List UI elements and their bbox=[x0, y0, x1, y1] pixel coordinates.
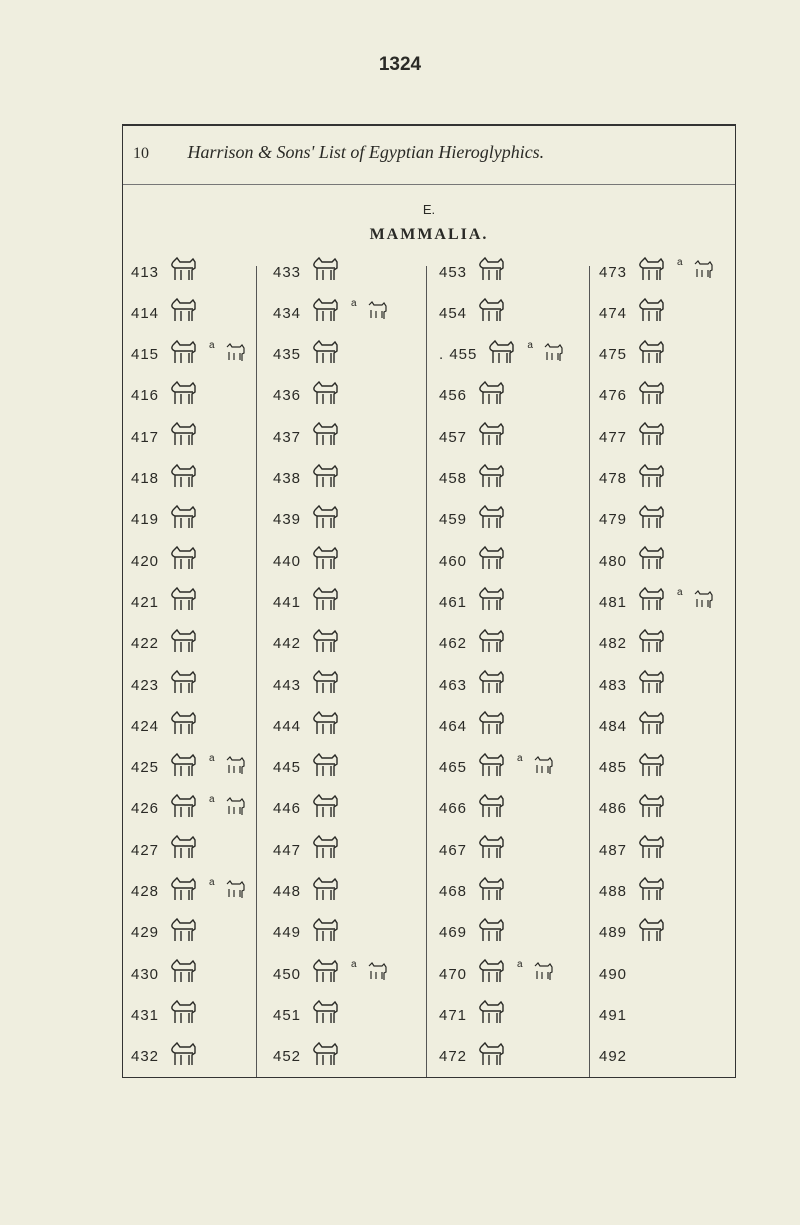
sign-number: 448 bbox=[273, 883, 302, 900]
hieroglyph-variant-icon bbox=[216, 342, 248, 368]
sign-number: 420 bbox=[131, 552, 160, 570]
running-header bbox=[133, 142, 544, 163]
hieroglyph-icon bbox=[159, 834, 201, 866]
sign-entry bbox=[273, 711, 343, 741]
sign-entry bbox=[131, 381, 201, 411]
hieroglyph-icon bbox=[301, 256, 343, 288]
hieroglyph-icon bbox=[301, 669, 343, 701]
hieroglyph-variant-icon bbox=[524, 961, 556, 987]
hieroglyph-icon bbox=[627, 380, 669, 412]
sign-number: 421 bbox=[131, 593, 160, 611]
sign-entry bbox=[599, 753, 669, 783]
sign-entry bbox=[439, 464, 509, 494]
hieroglyph-variant-icon bbox=[684, 259, 716, 285]
sign-entry bbox=[131, 546, 201, 576]
sign-entry bbox=[439, 877, 509, 907]
sign-entry bbox=[131, 298, 201, 328]
sign-number: 443 bbox=[273, 676, 302, 694]
hieroglyph-icon bbox=[159, 421, 201, 453]
hieroglyph-icon bbox=[301, 628, 343, 660]
sign-entry bbox=[273, 877, 343, 907]
sign-number: 449 bbox=[273, 924, 302, 942]
sign-entry bbox=[273, 794, 343, 824]
sign-number: 423 bbox=[131, 676, 160, 694]
hieroglyph-icon bbox=[159, 876, 201, 908]
hieroglyph-icon bbox=[467, 958, 509, 990]
sign-entry bbox=[599, 1000, 627, 1030]
hieroglyph-icon bbox=[301, 958, 343, 990]
hieroglyph-icon bbox=[627, 256, 669, 288]
sign-entry bbox=[131, 959, 201, 989]
sign-entry bbox=[439, 505, 509, 535]
variant-marker: a bbox=[209, 876, 216, 888]
sign-entry bbox=[599, 711, 669, 741]
sign-entry bbox=[599, 298, 669, 328]
sign-entry bbox=[131, 877, 248, 907]
sign-number: 481 bbox=[599, 593, 628, 611]
sign-number: 447 bbox=[273, 841, 302, 859]
hieroglyph-icon bbox=[467, 545, 509, 577]
hieroglyph-icon bbox=[159, 1041, 201, 1073]
sign-entry bbox=[131, 257, 201, 287]
sign-number: 483 bbox=[599, 676, 628, 694]
hieroglyph-icon bbox=[627, 628, 669, 660]
hieroglyph-icon bbox=[159, 586, 201, 618]
sign-entry bbox=[439, 1000, 509, 1030]
sign-entry bbox=[439, 546, 509, 576]
sign-number: 458 bbox=[439, 470, 468, 487]
sign-entry bbox=[439, 381, 509, 411]
sign-number: 433 bbox=[273, 263, 302, 281]
hieroglyph-icon bbox=[301, 297, 343, 329]
section-letter: E. bbox=[422, 202, 436, 217]
sign-number: 485 bbox=[599, 759, 628, 777]
hieroglyph-icon bbox=[627, 876, 669, 908]
sign-number: 463 bbox=[439, 676, 468, 694]
sign-entry bbox=[131, 670, 201, 700]
hieroglyph-icon bbox=[627, 710, 669, 742]
hieroglyph-variant-icon bbox=[358, 961, 390, 987]
sign-number: 436 bbox=[273, 387, 302, 405]
sign-number: 446 bbox=[273, 800, 302, 818]
sign-number: 431 bbox=[131, 1006, 160, 1024]
sign-entry bbox=[439, 959, 556, 989]
sign-entry bbox=[131, 711, 201, 741]
hieroglyph-icon bbox=[159, 752, 201, 784]
sign-entry bbox=[273, 835, 343, 865]
hieroglyph-icon bbox=[477, 339, 519, 371]
hieroglyph-icon bbox=[467, 710, 509, 742]
sign-entry bbox=[131, 505, 201, 535]
sign-number: 489 bbox=[599, 924, 628, 942]
hieroglyph-icon bbox=[159, 917, 201, 949]
hieroglyph-icon bbox=[159, 958, 201, 990]
sign-number: . 455 bbox=[439, 346, 478, 364]
hieroglyph-variant-icon bbox=[358, 300, 390, 326]
variant-marker: a bbox=[351, 298, 358, 310]
sign-number: 480 bbox=[599, 552, 628, 570]
hieroglyph-icon bbox=[159, 710, 201, 742]
hieroglyph-variant-icon bbox=[216, 755, 248, 781]
hieroglyph-icon bbox=[159, 463, 201, 495]
hieroglyph-icon bbox=[467, 1041, 509, 1073]
hieroglyph-icon bbox=[159, 504, 201, 536]
column-divider bbox=[589, 266, 590, 1077]
sign-number: 469 bbox=[439, 924, 468, 942]
variant-marker: a bbox=[209, 793, 216, 805]
hieroglyph-icon bbox=[627, 834, 669, 866]
sign-entry bbox=[599, 340, 669, 370]
sign-entry bbox=[273, 670, 343, 700]
sign-number: 478 bbox=[599, 470, 628, 487]
sign-entry bbox=[131, 753, 248, 783]
sign-number: 427 bbox=[131, 841, 160, 859]
hieroglyph-icon bbox=[301, 545, 343, 577]
sign-number: 442 bbox=[273, 635, 302, 653]
sign-entry bbox=[599, 918, 669, 948]
hieroglyph-icon bbox=[301, 793, 343, 825]
sign-entry bbox=[131, 835, 201, 865]
sign-number: 424 bbox=[131, 717, 160, 735]
hieroglyph-icon bbox=[467, 999, 509, 1031]
sign-entry bbox=[273, 1042, 343, 1072]
sign-number: 472 bbox=[439, 1048, 468, 1066]
hieroglyph-icon bbox=[301, 834, 343, 866]
sign-entry bbox=[439, 794, 509, 824]
sign-entry bbox=[599, 381, 669, 411]
sign-entry bbox=[273, 1000, 343, 1030]
variant-marker: a bbox=[209, 339, 216, 351]
sign-number: 437 bbox=[273, 428, 302, 446]
hieroglyph-icon bbox=[627, 297, 669, 329]
sign-number: 457 bbox=[439, 428, 468, 446]
variant-marker: a bbox=[527, 339, 534, 351]
hieroglyph-icon bbox=[627, 339, 669, 371]
sign-entry bbox=[599, 257, 716, 287]
variant-marker: a bbox=[677, 587, 684, 599]
class-title: MAMMALIA. bbox=[369, 226, 489, 243]
sign-number: 466 bbox=[439, 800, 468, 818]
hieroglyph-icon bbox=[301, 876, 343, 908]
sign-entry bbox=[439, 257, 509, 287]
sign-entry bbox=[599, 835, 669, 865]
hieroglyph-icon bbox=[159, 628, 201, 660]
sign-entry bbox=[273, 918, 343, 948]
sign-number: 492 bbox=[599, 1048, 628, 1066]
hieroglyph-icon bbox=[159, 339, 201, 371]
sign-number: 435 bbox=[273, 346, 302, 364]
sign-number: 467 bbox=[439, 841, 468, 859]
sign-entry bbox=[273, 257, 343, 287]
sign-number: 459 bbox=[439, 511, 468, 529]
sign-entry bbox=[599, 877, 669, 907]
sign-number: 484 bbox=[599, 717, 628, 735]
sign-entry bbox=[273, 505, 343, 535]
sign-number: 428 bbox=[131, 883, 160, 900]
sign-number: 415 bbox=[131, 346, 160, 364]
sign-entry bbox=[439, 711, 509, 741]
sign-number: 445 bbox=[273, 759, 302, 777]
sign-entry bbox=[131, 422, 201, 452]
sign-entry bbox=[599, 629, 669, 659]
sign-number: 460 bbox=[439, 552, 468, 570]
sign-number: 422 bbox=[131, 635, 160, 653]
sign-entry bbox=[273, 340, 343, 370]
list-title: Harrison & Sons' List of Egyptian Hieroglyphics. bbox=[187, 142, 545, 162]
sign-entry bbox=[273, 753, 343, 783]
sign-number: 413 bbox=[131, 263, 160, 281]
sign-number: 479 bbox=[599, 511, 628, 529]
sign-number: 439 bbox=[273, 511, 302, 529]
sign-number: 475 bbox=[599, 346, 628, 364]
hieroglyph-icon bbox=[159, 380, 201, 412]
sign-number: 465 bbox=[439, 759, 468, 777]
hieroglyph-icon bbox=[467, 917, 509, 949]
sign-number: 474 bbox=[599, 304, 628, 322]
variant-marker: a bbox=[517, 752, 524, 764]
sign-entry bbox=[131, 1000, 201, 1030]
list-page-number: 10 bbox=[133, 145, 149, 162]
column-divider bbox=[256, 266, 257, 1077]
sign-number: 464 bbox=[439, 717, 468, 735]
sign-number: 418 bbox=[131, 470, 160, 487]
sign-number: 473 bbox=[599, 263, 628, 281]
sign-number: 488 bbox=[599, 883, 628, 900]
hieroglyph-icon bbox=[301, 421, 343, 453]
hieroglyph-icon bbox=[159, 297, 201, 329]
sign-number: 477 bbox=[599, 428, 628, 446]
sign-entry bbox=[439, 753, 556, 783]
hieroglyph-icon bbox=[467, 669, 509, 701]
variant-marker: a bbox=[677, 257, 684, 268]
sign-entry bbox=[599, 587, 716, 617]
hieroglyph-icon bbox=[301, 710, 343, 742]
sign-number: 426 bbox=[131, 800, 160, 818]
sign-number: 429 bbox=[131, 924, 160, 942]
sign-entry bbox=[439, 918, 509, 948]
hieroglyph-icon bbox=[627, 917, 669, 949]
sign-number: 425 bbox=[131, 759, 160, 777]
sign-number: 454 bbox=[439, 304, 468, 322]
sign-number: 491 bbox=[599, 1006, 628, 1024]
sign-entry bbox=[599, 670, 669, 700]
sign-number: 441 bbox=[273, 593, 302, 611]
hieroglyph-icon bbox=[467, 421, 509, 453]
hieroglyph-icon bbox=[301, 917, 343, 949]
sign-number: 450 bbox=[273, 965, 302, 983]
hieroglyph-icon bbox=[159, 256, 201, 288]
hieroglyph-icon bbox=[627, 545, 669, 577]
sign-number: 487 bbox=[599, 841, 628, 859]
hieroglyph-icon bbox=[301, 752, 343, 784]
hieroglyph-icon bbox=[301, 380, 343, 412]
sign-number: 430 bbox=[131, 965, 160, 983]
hieroglyph-icon bbox=[159, 999, 201, 1031]
sign-entry bbox=[439, 629, 509, 659]
sign-number: 432 bbox=[131, 1048, 160, 1066]
sign-number: 470 bbox=[439, 965, 468, 983]
sign-entry bbox=[439, 670, 509, 700]
sign-entry bbox=[273, 381, 343, 411]
sign-entry bbox=[439, 422, 509, 452]
hieroglyph-icon bbox=[627, 421, 669, 453]
page-number: 1324 bbox=[378, 54, 422, 75]
hieroglyph-icon bbox=[627, 586, 669, 618]
header-rule bbox=[123, 184, 735, 185]
sign-entry bbox=[131, 794, 248, 824]
sign-number: 486 bbox=[599, 800, 628, 818]
hieroglyph-icon bbox=[467, 586, 509, 618]
sign-number: 414 bbox=[131, 304, 160, 322]
sign-entry bbox=[131, 918, 201, 948]
hieroglyph-icon bbox=[627, 669, 669, 701]
sign-number: 451 bbox=[273, 1006, 302, 1024]
column-divider bbox=[426, 266, 427, 1077]
hieroglyph-icon bbox=[467, 256, 509, 288]
sign-entry bbox=[273, 464, 343, 494]
sign-number: 462 bbox=[439, 635, 468, 653]
sign-entry bbox=[599, 1042, 627, 1072]
hieroglyph-icon bbox=[627, 504, 669, 536]
sign-entry bbox=[439, 587, 509, 617]
sign-entry bbox=[599, 546, 669, 576]
sign-number: 434 bbox=[273, 304, 302, 322]
hieroglyph-icon bbox=[301, 999, 343, 1031]
sign-number: 476 bbox=[599, 387, 628, 405]
hieroglyph-icon bbox=[627, 752, 669, 784]
sign-entry bbox=[131, 629, 201, 659]
hieroglyph-icon bbox=[467, 504, 509, 536]
sign-entry bbox=[599, 794, 669, 824]
sign-number: 444 bbox=[273, 717, 302, 735]
hieroglyph-icon bbox=[467, 834, 509, 866]
sign-entry bbox=[599, 959, 627, 989]
sign-entry bbox=[131, 340, 248, 370]
hieroglyph-variant-icon bbox=[684, 589, 716, 615]
sign-number: 482 bbox=[599, 635, 628, 653]
hieroglyph-variant-icon bbox=[524, 755, 556, 781]
hieroglyph-icon bbox=[301, 586, 343, 618]
hieroglyph-icon bbox=[301, 1041, 343, 1073]
hieroglyph-icon bbox=[467, 380, 509, 412]
sign-number: 471 bbox=[439, 1006, 468, 1024]
hieroglyph-icon bbox=[467, 752, 509, 784]
hieroglyph-table bbox=[122, 124, 736, 1078]
sign-entry bbox=[273, 298, 390, 328]
hieroglyph-icon bbox=[301, 463, 343, 495]
hieroglyph-icon bbox=[627, 793, 669, 825]
sign-number: 468 bbox=[439, 883, 468, 900]
sign-number: 456 bbox=[439, 387, 468, 405]
variant-marker: a bbox=[351, 959, 358, 971]
hieroglyph-icon bbox=[467, 793, 509, 825]
hieroglyph-icon bbox=[467, 628, 509, 660]
sign-number: 419 bbox=[131, 511, 160, 529]
hieroglyph-icon bbox=[467, 876, 509, 908]
hieroglyph-icon bbox=[301, 339, 343, 371]
sign-number: 438 bbox=[273, 470, 302, 487]
sign-entry bbox=[131, 464, 201, 494]
sign-number: 440 bbox=[273, 552, 302, 570]
variant-marker: a bbox=[209, 752, 216, 764]
sign-entry bbox=[273, 959, 390, 989]
hieroglyph-variant-icon bbox=[216, 796, 248, 822]
hieroglyph-icon bbox=[467, 297, 509, 329]
sign-number: 490 bbox=[599, 965, 628, 983]
sign-entry bbox=[439, 1042, 509, 1072]
sign-entry bbox=[131, 1042, 201, 1072]
sign-entry bbox=[273, 629, 343, 659]
sign-entry bbox=[131, 587, 201, 617]
hieroglyph-variant-icon bbox=[216, 879, 248, 905]
hieroglyph-icon bbox=[627, 463, 669, 495]
hieroglyph-icon bbox=[467, 463, 509, 495]
sign-number: 461 bbox=[439, 593, 468, 611]
sign-entry bbox=[273, 422, 343, 452]
hieroglyph-icon bbox=[159, 669, 201, 701]
sign-number: 453 bbox=[439, 263, 468, 281]
hieroglyph-icon bbox=[301, 504, 343, 536]
hieroglyph-icon bbox=[159, 793, 201, 825]
sign-number: 417 bbox=[131, 428, 160, 446]
variant-marker: a bbox=[517, 959, 524, 971]
sign-entry bbox=[273, 546, 343, 576]
sign-entry bbox=[599, 422, 669, 452]
sign-entry bbox=[439, 298, 509, 328]
sign-entry bbox=[273, 587, 343, 617]
sign-entry bbox=[439, 835, 509, 865]
hieroglyph-variant-icon bbox=[534, 342, 566, 368]
sign-number: 452 bbox=[273, 1048, 302, 1066]
sign-number: 416 bbox=[131, 387, 160, 405]
hieroglyph-icon bbox=[159, 545, 201, 577]
sign-entry bbox=[599, 464, 669, 494]
sign-entry bbox=[439, 340, 566, 370]
sign-entry bbox=[599, 505, 669, 535]
